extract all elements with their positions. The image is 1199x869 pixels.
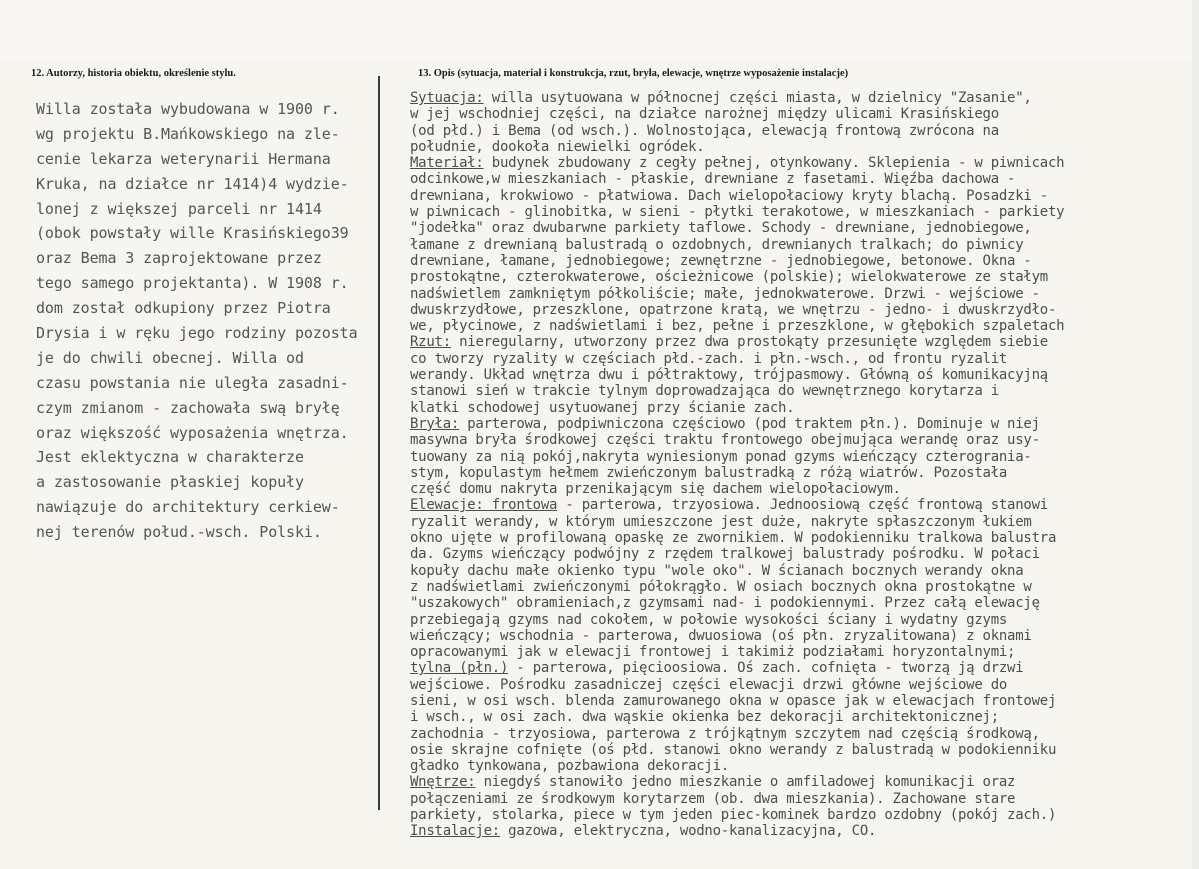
history-text-line: Jest eklektyczna w charakterze [36,448,304,467]
line-text: klatki schodowej usytuowanej przy ścianie zach. [410,399,795,416]
section-label: Bryła: [410,415,460,432]
description-text-line [410,612,1192,628]
description-text-line [410,465,1192,481]
line-text: sieni, w osi wsch. blenda zamurowanego okna w opasce jak w elewacjach frontowej [410,692,1057,709]
description-text-line [410,595,1192,611]
section-label: Sytuacja: [410,90,484,106]
history-text-line: oraz Bema 3 zaprojektowane przez [36,249,322,268]
description-text-line [410,318,1192,334]
description-text-line [410,400,1192,416]
line-text: część domu nakryta przenikającym się dachem wielopołaciowym. [410,481,901,498]
line-text: stanowi sień w trakcie tylnym doprowadzająca do wewnętrznego korytarza i [410,383,999,400]
description-text-line [410,709,1192,725]
top-margin [0,0,1199,60]
description-text-line [410,628,1192,644]
description-text-line [410,139,1192,155]
section-label: Elewacje: frontowa [410,497,558,514]
description-text-line [410,693,1192,709]
line-text: opracowanymi jak w elewacji frontowej i takimiż podziałami horyzontalnymi; [410,644,1016,661]
line-text: dwuskrzydłowe, przeszklone, opatrzone kratą, we wnętrzu - jedno- i dwuskrzydło- [410,301,1057,318]
description-text-line [410,171,1192,187]
history-text-line: je do chwili obecnej. Willa od [36,348,304,367]
history-text-line: dom został odkupiony przez Piotra [36,299,331,318]
section-label: Rzut: [410,334,451,351]
line-text: co tworzy ryzality w częściach płd.-zach. i płn.-wsch., od frontu ryzalit [410,350,1008,367]
line-text: masywna bryła środkowej części traktu frontowego obejmująca werandę oraz usy- [410,432,1040,449]
description-text-line [410,253,1192,269]
description-text-line [410,758,1192,774]
description-text-line [410,807,1192,823]
line-text: połączeniami ze środkowym korytarzem (ob. dwa mieszkania). Zachowane stare [410,790,1016,807]
description-text-column [410,90,1192,840]
history-text-line: Kruka, na działce nr 1414)4 wydzie- [36,174,349,193]
line-text: drewniana, krokwiowo - płatwiowa. Dach wielopołaciowy kryty blachą. Posadzki - [410,187,1048,204]
line-text: i wsch., w osi zach. dwa wąskie okienka bez dekoracji architektonicznej; [410,709,999,726]
line-text: zachodnia - trzyosiowa, parterowa z trójkątnym szczytem nad częścią środkową, [410,725,1040,742]
description-text-line [410,204,1192,220]
line-text: "uszakowych" obramieniach,z gzymsami nad- i podokiennymi. Przez całą elewację [410,595,1040,612]
section-label: Instalacje: [410,823,500,840]
history-text-line: wg projektu B.Mańkowskiego na zle- [36,124,340,143]
line-text: gładko tynkowana, pozbawiona dekoracji. [410,758,729,775]
description-text-line [410,823,1192,839]
line-text: łamane z drewnianą balustradą o ozdobnych, drewnianych tralkach; do piwnicy [410,236,1024,253]
description-text-line [410,90,1192,106]
history-text-line: Drysia i w ręku jego rodziny pozosta [36,324,358,343]
line-text: nieregularny, utworzony przez dwa prostokąty przesunięte względem siebie [450,334,1048,351]
line-text: tuowany za nią pokój,nakryta wyniesionym ponad gzyms wieńczący czterograniа- [410,448,1032,465]
history-text-line: czasu powstania nie uległa zasadni- [36,373,349,392]
line-text: "jodełka" oraz dwubarwne parkiety taflowe. Schody - drewniane, jednobiegowe, [410,220,1032,237]
description-text-line [410,660,1192,676]
line-text: ryzalit werandy, w którym umieszczone jest duże, nakryte spłaszczonym łukiem [410,513,1032,530]
description-text-line [410,791,1192,807]
line-text: wejściowe. Pośrodku zasadniczej części elewacji drzwi główne wejściowe do [410,676,1008,693]
line-text: (od płd.) i Bema (od wsch.). Wolnostojąca, elewacją frontową zwrócona na [410,122,999,139]
history-text-line: lonej z większej parceli nr 1414 [36,199,322,218]
line-text: odcinkowe,w mieszkaniach - płaskie, drewniane z fasetami. Więźba dachowa - [410,171,1016,188]
line-text: południe, dookoła niewielki ogródek. [410,138,705,155]
description-text-line [410,188,1192,204]
description-text-line [410,432,1192,448]
line-text: we, płycinowe, z nadświetlami i bez, pełne i przeszklone, w głębokich szpaletach [410,318,1065,335]
description-text-line [410,367,1192,383]
history-text-line: a zastosowanie płaskiej kopuły [36,473,304,492]
line-text: - parterowa, pięcioosiowa. Oś zach. cofnięta - tworzą ją drzwi [508,660,1024,677]
line-text: przebiegają gzyms nad cokołem, w połowie wysokości ściany i wydatny gzyms [410,611,1008,628]
description-text-line [410,383,1192,399]
description-text-line [410,481,1192,497]
history-text-line: oraz większość wyposażenia wnętrza. [36,423,349,442]
history-text-column [36,97,381,545]
history-text-line: Willa została wybudowana w 1900 r. [36,100,340,118]
description-text-line [410,644,1192,660]
line-text: okno ujęte w profilowaną opaskę ze zwornikiem. W podokienniku tralkowa balustra [410,530,1057,547]
line-text: - parterowa, trzyosiowa. Jednoosiową część frontową stanowi [557,497,1048,514]
line-text: z nadświetlami zwieńczonymi półokrągło. W osiach bocznych okna prostokątne w [410,578,1032,595]
description-text-line [410,269,1192,285]
description-text-line [410,514,1192,530]
description-text-line [410,351,1192,367]
line-text: niegdyś stanowiło jedno mieszkanie o amfiladowej komunikacji oraz [475,774,1016,791]
line-text: wieńczący; wschodnia - parterowa, dwuosiowa (oś płn. zryzalitowana) z oknami [410,627,1032,644]
description-text-line [410,286,1192,302]
description-text-line [410,123,1192,139]
line-text: kopuły dachu małe okienko typu "wole oko". W ścianach bocznych werandy okna [410,562,1024,579]
line-text: prostokątne, czterokwaterowe, ościeżnicowe (polskie); wielokwaterowe ze stałym [410,269,1048,286]
description-text-line [410,416,1192,432]
line-text: gazowa, elektryczna, wodno-kanalizacyjna, CO. [499,823,877,840]
page-edge [1192,0,1199,869]
section-label: Wnętrze: [410,774,476,791]
description-text-line [410,726,1192,742]
description-text-line [410,497,1192,513]
line-text: willa usytuowana w północnej części miasta, w dzielnicy "Zasanie", [483,90,1032,106]
line-text: parkiety, stolarka, piece w tym jeden piec-kominek bardzo ozdobny (pokój zach.) [410,807,1057,824]
description-text-line [410,334,1192,350]
description-text-line [410,742,1192,758]
line-text: drewniane, łamane, jednobiegowe; zewnętrzne - jednobiegowe, betonowe. Okna - [410,252,1032,269]
description-text-line [410,774,1192,790]
description-text-line [410,563,1192,579]
history-text-line: tego samego projektanta). W 1908 r. [36,274,349,293]
line-text: parterowa, podpiwniczona częściowo (pod traktem płn.). Dominuje w niej [459,415,1040,432]
description-text-line [410,237,1192,253]
section-heading-authors-history: 12. Autorzy, historia obiektu, określenie stylu. [31,68,236,79]
line-text: budynek zbudowany z cegły pełnej, otynkowany. Sklepienia - w piwnicach [483,155,1065,172]
history-text-line: nej terenów połud.-wsch. Polski. [36,523,322,542]
history-text-line: (obok powstały wille Krasińskiego39 [36,224,349,243]
line-text: w jej wschodniej części, na działce narożnej między ulicami Krasińskiego [410,106,999,123]
line-text: osie skrajne cofnięte (oś płd. stanowi okno werandy z balustradą w podokienniku [410,741,1057,758]
history-text-line: cenie lekarza weterynarii Hermana [36,149,331,168]
section-heading-description: 13. Opis (sytuacja, materiał i konstrukcja, rzut, bryła, elewacje, wnętrze wyposażenie instalacje) [418,68,849,79]
history-text-line: nawiązuje do architektury cerkiew- [36,498,340,517]
description-text-line [410,579,1192,595]
description-text-line [410,220,1192,236]
line-text: stym, kopulastym hełmem zwieńczonym balustradką z różą wiatrów. Pozostała [410,464,1008,481]
line-text: w piwnicach - glinobitka, w sieni - płytki terakotowe, w mieszkaniach - parkiety [410,204,1065,221]
description-text-line [410,106,1192,122]
description-text-line [410,530,1192,546]
description-text-line [410,546,1192,562]
description-text-line [410,155,1192,171]
line-text: da. Gzyms wieńczący podwójny z rzędem tralkowej balustrady pośrodku. W połaci [410,546,1040,563]
line-text: werandy. Układ wnętrza dwu i półtraktowy, trójpasmowy. Główną oś komunikacyjną [410,367,1048,384]
description-text-line [410,302,1192,318]
history-text-line: czym zmianom - zachowała swą bryłę [36,398,340,417]
description-text-line [410,449,1192,465]
description-text-line [410,677,1192,693]
section-label: Materiał: [410,155,484,172]
line-text: nadświetlem zamkniętym półkoliście; małe, jednokwaterowe. Drzwi - wejściowe - [410,285,1040,302]
section-label: tylna (płn.) [410,660,509,677]
